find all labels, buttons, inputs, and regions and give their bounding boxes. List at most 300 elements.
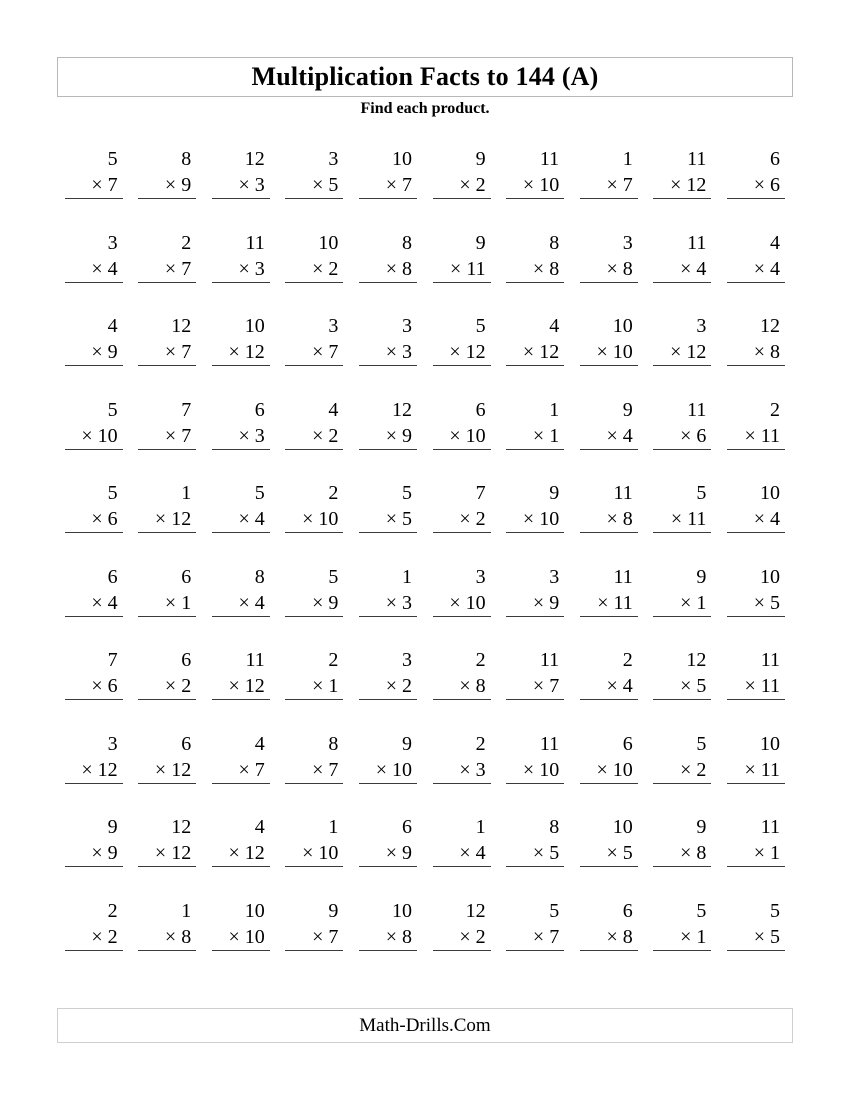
factor-bottom xyxy=(359,840,417,867)
factor-bottom-value: 2 xyxy=(475,174,486,196)
factor-top: 8 xyxy=(401,231,412,254)
multiplication-problem xyxy=(572,480,646,564)
answer-blank[interactable] xyxy=(359,283,417,309)
answer-blank[interactable] xyxy=(580,700,638,726)
factor-top: 1 xyxy=(181,482,192,504)
factor-top: 3 xyxy=(107,732,118,755)
problem-body xyxy=(138,898,196,977)
answer-blank[interactable] xyxy=(285,450,343,476)
factor-bottom xyxy=(727,673,785,700)
multiply-icon: × xyxy=(385,257,397,280)
answer-blank[interactable] xyxy=(727,450,785,476)
multiply-icon: × xyxy=(522,758,535,781)
answer-blank[interactable] xyxy=(285,533,343,559)
problem-body xyxy=(65,313,123,392)
answer-blank[interactable] xyxy=(653,533,711,559)
factor-top: 8 xyxy=(549,816,560,838)
multiply-icon: × xyxy=(680,424,692,447)
factor-bottom xyxy=(212,256,270,283)
answer-blank[interactable] xyxy=(65,784,123,810)
factor-top: 6 xyxy=(181,732,192,755)
multiplication-problem xyxy=(646,313,720,397)
factor-bottom-value: 1 xyxy=(328,675,339,697)
problem-body xyxy=(653,814,711,893)
factor-bottom-value: 4 xyxy=(622,424,633,447)
problem-body xyxy=(138,564,196,643)
factor-bottom-value: 9 xyxy=(401,842,412,864)
answer-blank[interactable] xyxy=(433,366,491,392)
factor-top: 8 xyxy=(328,732,339,755)
factor-top: 2 xyxy=(107,899,118,922)
multiply-icon: × xyxy=(164,341,177,363)
answer-blank[interactable] xyxy=(212,283,270,309)
answer-blank[interactable] xyxy=(727,784,785,810)
factor-bottom xyxy=(359,924,417,951)
multiplication-problem xyxy=(57,814,131,898)
factor-top: 9 xyxy=(107,816,118,838)
answer-blank[interactable] xyxy=(653,784,711,810)
factor-top: 7 xyxy=(181,398,192,421)
multiply-icon: × xyxy=(91,675,103,697)
problem-body xyxy=(433,230,491,309)
problem-body xyxy=(212,814,270,893)
answer-blank[interactable] xyxy=(138,700,196,726)
factor-bottom-value: 11 xyxy=(613,591,633,614)
answer-blank[interactable] xyxy=(285,867,343,893)
problem-body xyxy=(506,230,564,309)
factor-top: 11 xyxy=(245,231,265,254)
factor-bottom-value: 4 xyxy=(622,675,633,697)
factor-bottom-value: 1 xyxy=(181,591,192,614)
factor-bottom xyxy=(433,757,491,784)
answer-blank[interactable] xyxy=(65,533,123,559)
answer-blank[interactable] xyxy=(433,700,491,726)
factor-bottom-value: 6 xyxy=(769,174,780,196)
factor-top: 9 xyxy=(549,482,560,504)
problem-body xyxy=(727,814,785,893)
answer-blank[interactable] xyxy=(727,533,785,559)
problem-body xyxy=(285,313,343,392)
factor-top: 1 xyxy=(549,398,560,421)
answer-blank[interactable] xyxy=(212,199,270,225)
problem-body xyxy=(506,731,564,810)
answer-blank[interactable] xyxy=(727,199,785,225)
answer-blank[interactable] xyxy=(212,533,270,559)
answer-blank[interactable] xyxy=(359,533,417,559)
factor-top: 8 xyxy=(254,565,265,588)
problem-body xyxy=(212,480,270,559)
answer-blank[interactable] xyxy=(138,951,196,977)
factor-bottom-value: 2 xyxy=(328,257,339,280)
answer-blank[interactable] xyxy=(433,951,491,977)
multiplication-problem xyxy=(351,731,425,815)
answer-blank[interactable] xyxy=(506,700,564,726)
answer-blank[interactable] xyxy=(580,867,638,893)
factor-bottom xyxy=(506,840,564,867)
problem-body xyxy=(285,647,343,726)
problem-body xyxy=(65,397,123,476)
factor-top: 5 xyxy=(696,482,707,504)
factor-top: 3 xyxy=(328,315,339,337)
multiplication-problem xyxy=(499,313,573,397)
answer-blank[interactable] xyxy=(65,951,123,977)
factor-bottom xyxy=(727,590,785,617)
multiplication-problem xyxy=(499,480,573,564)
answer-blank[interactable] xyxy=(359,450,417,476)
problem-body xyxy=(285,731,343,810)
factor-top: 6 xyxy=(181,649,192,671)
factor-top: 5 xyxy=(107,482,118,504)
multiply-icon: × xyxy=(164,675,177,697)
answer-blank[interactable] xyxy=(285,366,343,392)
multiplication-problem xyxy=(499,647,573,731)
answer-blank[interactable] xyxy=(65,366,123,392)
answer-blank[interactable] xyxy=(506,784,564,810)
answer-blank[interactable] xyxy=(433,617,491,643)
problem-body xyxy=(285,814,343,893)
factor-bottom xyxy=(212,840,270,867)
multiply-icon: × xyxy=(312,591,324,614)
factor-bottom-value: 12 xyxy=(244,842,265,864)
factor-bottom xyxy=(285,590,343,617)
problem-body xyxy=(212,313,270,392)
factor-bottom-value: 12 xyxy=(171,508,192,530)
multiply-icon: × xyxy=(91,257,103,280)
answer-blank[interactable] xyxy=(138,283,196,309)
factor-bottom xyxy=(65,339,123,366)
factor-bottom-value: 2 xyxy=(475,925,486,948)
factor-bottom-value: 10 xyxy=(97,424,118,447)
multiply-icon: × xyxy=(753,508,765,530)
factor-bottom xyxy=(359,590,417,617)
answer-blank[interactable] xyxy=(433,784,491,810)
answer-blank[interactable] xyxy=(359,617,417,643)
factor-top: 6 xyxy=(475,398,486,421)
answer-blank[interactable] xyxy=(580,366,638,392)
factor-bottom-value: 8 xyxy=(401,925,412,948)
answer-blank[interactable] xyxy=(65,700,123,726)
answer-blank[interactable] xyxy=(433,199,491,225)
factor-bottom-value: 7 xyxy=(107,174,118,196)
answer-blank[interactable] xyxy=(653,867,711,893)
multiply-icon: × xyxy=(606,257,618,280)
problem-body xyxy=(580,313,638,392)
answer-blank[interactable] xyxy=(285,700,343,726)
answer-blank[interactable] xyxy=(65,867,123,893)
factor-bottom-value: 8 xyxy=(475,675,486,697)
multiply-icon: × xyxy=(670,174,682,196)
multiplication-problem xyxy=(131,397,205,481)
answer-blank[interactable] xyxy=(653,283,711,309)
factor-bottom xyxy=(212,506,270,533)
factor-bottom-value: 11 xyxy=(466,257,486,280)
answer-blank[interactable] xyxy=(727,366,785,392)
answer-blank[interactable] xyxy=(580,199,638,225)
answer-blank[interactable] xyxy=(506,951,564,977)
multiply-icon: × xyxy=(154,842,167,864)
factor-bottom-value: 5 xyxy=(696,675,707,697)
multiplication-problem xyxy=(351,898,425,982)
multiply-icon: × xyxy=(532,675,545,697)
answer-blank[interactable] xyxy=(285,283,343,309)
multiply-icon: × xyxy=(228,675,240,697)
multiplication-problem xyxy=(351,814,425,898)
answer-blank[interactable] xyxy=(138,533,196,559)
problem-body xyxy=(138,814,196,893)
factor-bottom xyxy=(65,172,123,199)
factor-bottom-value: 12 xyxy=(465,341,486,363)
factor-bottom xyxy=(653,506,711,533)
factor-top: 5 xyxy=(401,482,412,504)
answer-blank[interactable] xyxy=(506,450,564,476)
factor-bottom-value: 7 xyxy=(549,925,560,948)
factor-bottom xyxy=(433,506,491,533)
multiply-icon: × xyxy=(91,842,103,864)
multiplication-problem xyxy=(719,397,793,481)
answer-blank[interactable] xyxy=(580,617,638,643)
factor-bottom-value: 3 xyxy=(475,758,486,781)
multiplication-problem xyxy=(499,731,573,815)
answer-blank[interactable] xyxy=(653,617,711,643)
answer-blank[interactable] xyxy=(285,951,343,977)
problem-body xyxy=(65,146,123,225)
factor-top: 11 xyxy=(687,398,707,421)
multiply-icon: × xyxy=(753,591,765,614)
answer-blank[interactable] xyxy=(359,199,417,225)
multiply-icon: × xyxy=(532,925,545,948)
factor-bottom xyxy=(433,339,491,366)
multiply-icon: × xyxy=(164,174,177,196)
multiply-icon: × xyxy=(228,925,240,948)
answer-blank[interactable] xyxy=(506,867,564,893)
factor-top: 12 xyxy=(686,649,707,671)
answer-blank[interactable] xyxy=(433,533,491,559)
factor-bottom-value: 4 xyxy=(107,257,118,280)
answer-blank[interactable] xyxy=(212,951,270,977)
answer-blank[interactable] xyxy=(727,951,785,977)
problem-body xyxy=(580,230,638,309)
factor-top: 6 xyxy=(622,732,633,755)
factor-bottom-value: 11 xyxy=(760,424,780,447)
factor-top: 3 xyxy=(549,565,560,588)
answer-blank[interactable] xyxy=(433,450,491,476)
factor-top: 6 xyxy=(769,148,780,170)
problem-body xyxy=(506,313,564,392)
answer-blank[interactable] xyxy=(138,450,196,476)
multiply-icon: × xyxy=(606,424,618,447)
factor-bottom xyxy=(653,339,711,366)
factor-bottom xyxy=(359,172,417,199)
answer-blank[interactable] xyxy=(727,283,785,309)
answer-blank[interactable] xyxy=(433,283,491,309)
answer-blank[interactable] xyxy=(727,617,785,643)
multiply-icon: × xyxy=(228,341,240,363)
answer-blank[interactable] xyxy=(580,533,638,559)
factor-top: 10 xyxy=(244,899,265,922)
multiply-icon: × xyxy=(449,424,461,447)
answer-blank[interactable] xyxy=(65,450,123,476)
factor-top: 2 xyxy=(328,482,339,504)
problem-body xyxy=(727,313,785,392)
answer-blank[interactable] xyxy=(65,283,123,309)
multiply-icon: × xyxy=(302,842,314,864)
factor-bottom xyxy=(285,423,343,450)
answer-blank[interactable] xyxy=(506,199,564,225)
problem-body xyxy=(727,898,785,977)
answer-blank[interactable] xyxy=(212,617,270,643)
answer-blank[interactable] xyxy=(138,867,196,893)
factor-top: 12 xyxy=(465,899,486,922)
answer-blank[interactable] xyxy=(653,199,711,225)
factor-top: 5 xyxy=(107,148,118,170)
answer-blank[interactable] xyxy=(359,784,417,810)
answer-blank[interactable] xyxy=(506,366,564,392)
factor-bottom-value: 8 xyxy=(696,842,707,864)
problem-body xyxy=(580,898,638,977)
answer-blank[interactable] xyxy=(65,199,123,225)
factor-bottom-value: 4 xyxy=(769,508,780,530)
factor-top: 11 xyxy=(613,482,633,504)
multiply-icon: × xyxy=(532,842,545,864)
answer-blank[interactable] xyxy=(506,533,564,559)
factor-bottom xyxy=(65,673,123,700)
problem-body xyxy=(212,898,270,977)
multiplication-problem xyxy=(499,564,573,648)
multiplication-problem xyxy=(499,397,573,481)
problem-body xyxy=(433,647,491,726)
factor-top: 4 xyxy=(549,315,560,337)
problem-body xyxy=(65,647,123,726)
answer-blank[interactable] xyxy=(727,867,785,893)
problem-body xyxy=(580,814,638,893)
problem-body xyxy=(359,898,417,977)
footer-box xyxy=(57,1008,793,1043)
answer-blank[interactable] xyxy=(285,199,343,225)
factor-bottom xyxy=(506,423,564,450)
multiplication-problem xyxy=(572,814,646,898)
factor-top: 2 xyxy=(622,649,633,671)
answer-blank[interactable] xyxy=(580,283,638,309)
answer-blank[interactable] xyxy=(359,867,417,893)
factor-bottom-value: 1 xyxy=(769,842,780,864)
answer-blank[interactable] xyxy=(212,784,270,810)
multiplication-problem xyxy=(131,814,205,898)
problem-body xyxy=(285,397,343,476)
multiply-icon: × xyxy=(238,758,250,781)
factor-top: 1 xyxy=(401,565,412,588)
answer-blank[interactable] xyxy=(285,617,343,643)
multiplication-problem xyxy=(646,146,720,230)
factor-top: 6 xyxy=(181,565,192,588)
answer-blank[interactable] xyxy=(138,617,196,643)
multiply-icon: × xyxy=(744,424,756,447)
factor-bottom-value: 7 xyxy=(328,758,339,781)
factor-bottom-value: 7 xyxy=(328,925,339,948)
answer-blank[interactable] xyxy=(653,366,711,392)
answer-blank[interactable] xyxy=(212,700,270,726)
answer-blank[interactable] xyxy=(653,450,711,476)
factor-bottom xyxy=(65,757,123,784)
factor-top: 11 xyxy=(539,649,560,671)
answer-blank[interactable] xyxy=(359,951,417,977)
answer-blank[interactable] xyxy=(65,617,123,643)
answer-blank[interactable] xyxy=(506,283,564,309)
factor-bottom-value: 7 xyxy=(181,424,192,447)
factor-bottom xyxy=(359,423,417,450)
problem-body xyxy=(212,647,270,726)
problem-body xyxy=(138,146,196,225)
multiplication-problem xyxy=(131,230,205,314)
multiplication-problem xyxy=(572,230,646,314)
instruction-text: Find each product. xyxy=(360,100,490,117)
answer-blank[interactable] xyxy=(727,700,785,726)
answer-blank[interactable] xyxy=(653,700,711,726)
answer-blank[interactable] xyxy=(580,784,638,810)
factor-bottom xyxy=(212,339,270,366)
answer-blank[interactable] xyxy=(580,450,638,476)
factor-bottom xyxy=(727,172,785,199)
multiplication-problem xyxy=(425,647,499,731)
problem-body xyxy=(65,564,123,643)
factor-bottom xyxy=(433,172,491,199)
multiplication-problem xyxy=(646,731,720,815)
multiplication-problem xyxy=(131,480,205,564)
factor-bottom xyxy=(727,506,785,533)
answer-blank[interactable] xyxy=(359,366,417,392)
answer-blank[interactable] xyxy=(506,617,564,643)
problem-body xyxy=(359,564,417,643)
answer-blank[interactable] xyxy=(212,867,270,893)
answer-blank[interactable] xyxy=(359,700,417,726)
problem-body xyxy=(359,397,417,476)
factor-top: 3 xyxy=(475,565,486,588)
multiplication-problem xyxy=(719,146,793,230)
answer-blank[interactable] xyxy=(212,450,270,476)
factor-top: 9 xyxy=(475,231,486,254)
answer-blank[interactable] xyxy=(433,867,491,893)
factor-bottom xyxy=(433,840,491,867)
factor-bottom xyxy=(653,423,711,450)
factor-bottom-value: 8 xyxy=(622,925,633,948)
multiply-icon: × xyxy=(91,508,103,530)
multiply-icon: × xyxy=(606,842,618,864)
multiplication-problem xyxy=(572,313,646,397)
factor-bottom-value: 10 xyxy=(244,925,265,948)
problem-body xyxy=(359,313,417,392)
problem-body xyxy=(506,564,564,643)
multiply-icon: × xyxy=(744,675,756,697)
factor-bottom-value: 10 xyxy=(539,758,560,781)
answer-blank[interactable] xyxy=(285,784,343,810)
factor-top: 5 xyxy=(696,899,707,922)
answer-blank[interactable] xyxy=(580,951,638,977)
factor-bottom xyxy=(138,172,196,199)
multiplication-problem xyxy=(204,564,278,648)
answer-blank[interactable] xyxy=(212,366,270,392)
answer-blank[interactable] xyxy=(138,199,196,225)
factor-bottom xyxy=(285,256,343,283)
answer-blank[interactable] xyxy=(653,951,711,977)
answer-blank[interactable] xyxy=(138,366,196,392)
factor-bottom xyxy=(212,423,270,450)
problem-body xyxy=(359,146,417,225)
factor-top: 10 xyxy=(391,148,412,170)
factor-bottom xyxy=(65,506,123,533)
problem-body xyxy=(727,647,785,726)
answer-blank[interactable] xyxy=(138,784,196,810)
factor-bottom xyxy=(285,506,343,533)
multiplication-problem xyxy=(351,564,425,648)
